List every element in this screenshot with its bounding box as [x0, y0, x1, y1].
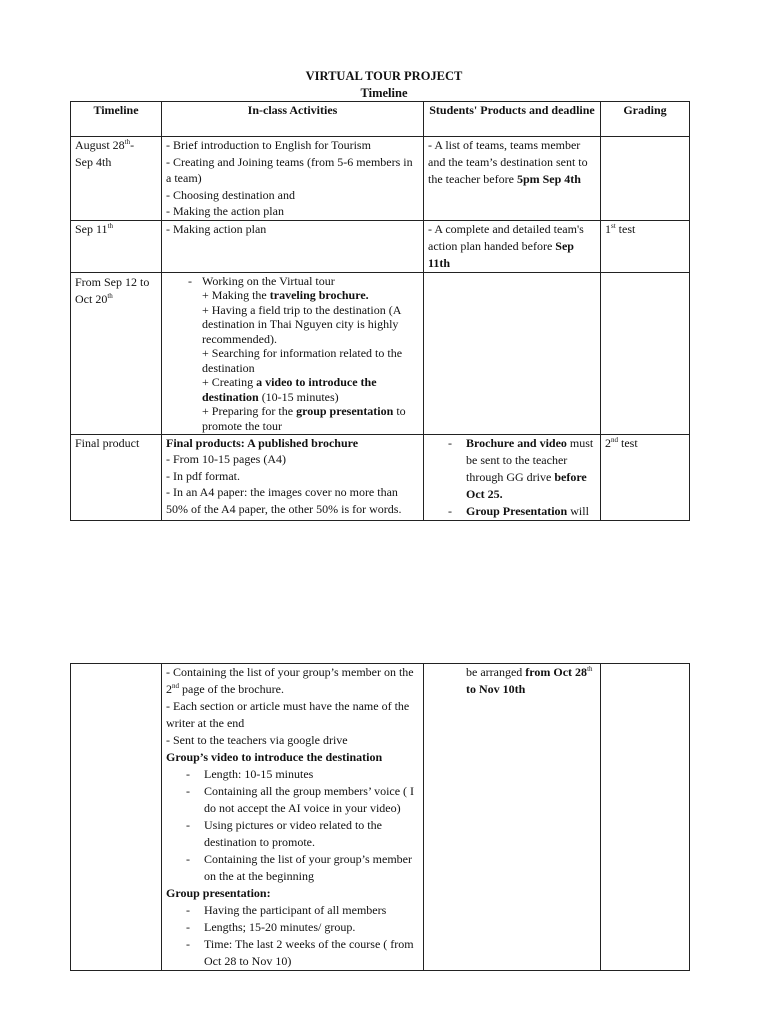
timeline-cell [71, 220, 162, 272]
activities-cell [162, 664, 424, 971]
product-deadline: 5pm Sep 4th [516, 172, 581, 186]
list-item [166, 817, 419, 851]
dash-bullet: - [186, 852, 190, 866]
ordinal-sup: th [107, 291, 113, 300]
document-title: VIRTUAL TOUR PROJECT [305, 69, 463, 83]
timeline-cell: Final product [71, 434, 162, 520]
timeline-cell [71, 137, 162, 221]
grading-cell [601, 434, 690, 520]
dash-bullet: - [186, 937, 190, 951]
dash-bullet: - [186, 920, 190, 934]
activity-line: - Creating and Joining teams (from 5-6 members in a team) [166, 154, 413, 185]
activity-line: - Making action plan [166, 221, 267, 236]
list-item-text: Having the participant of all members [204, 903, 387, 917]
grading-cell [601, 664, 690, 971]
activity-list-item [166, 274, 419, 434]
products-cell [424, 434, 601, 520]
video-heading: Group’s video to introduce the destination [166, 750, 383, 764]
products-cell [424, 664, 601, 971]
timeline-table-continued [70, 663, 690, 971]
activity-line: - Making the action plan [166, 204, 284, 218]
products-cell [424, 137, 601, 221]
ordinal-sup: th [124, 138, 131, 146]
list-item-text: Lengths; 15-20 minutes/ group. [204, 920, 356, 934]
activity-line: + Creating a video to introduce the destination (10-15 minutes) [202, 375, 377, 404]
header-timeline: Timeline [71, 102, 162, 137]
product-continued: be arranged from Oct 28th to Nov 10th [466, 665, 593, 696]
activity-line: - From 10-15 pages (A4) [166, 452, 286, 466]
dash-bullet: - [188, 273, 192, 288]
timeline-text: August 28 [75, 138, 125, 152]
dash-bullet: - [448, 503, 452, 518]
product-list-item: - Brochure and video must be sent to the teacher through GG drive before Oct 25. [448, 435, 594, 501]
list-item [166, 851, 419, 885]
timeline-table [70, 101, 690, 521]
product-text: - A list of teams, teams member and the team’s destination sent to the teacher before [428, 138, 588, 186]
list-item [166, 919, 419, 936]
ordinal-sup: nd [611, 435, 618, 444]
ordinal-sup: th [107, 221, 114, 230]
list-item [166, 936, 419, 970]
list-item [166, 902, 419, 919]
activity-line: - Each section or article must have the name of the writer at the end [166, 699, 410, 730]
activities-cell [162, 434, 424, 520]
grading-text: test [618, 435, 638, 450]
document-subtitle: Timeline [360, 86, 408, 100]
table-row [71, 272, 690, 434]
grading-cell [601, 137, 690, 221]
grading-text: 1 [605, 221, 611, 236]
activity-line: Working on the Virtual tour [202, 273, 335, 288]
activity-line: - Containing the list of your group’s member on the 2nd page of the brochure. [166, 665, 414, 696]
table-header-row [71, 102, 690, 137]
product-list-item: - Group Presentation will [448, 503, 589, 518]
header-activities: In-class Activities [162, 102, 424, 137]
dash-bullet: - [186, 767, 190, 781]
list-item [166, 766, 419, 783]
timeline-cell [71, 272, 162, 434]
grading-cell [601, 272, 690, 434]
activity-line: + Preparing for the group presentation to promote the tour [202, 404, 406, 433]
activities-cell [162, 220, 424, 272]
activity-line: + Making the traveling brochure. [202, 288, 369, 302]
list-item-text: Containing all the group members’ voice ( I do not accept the AI voice in your video) [204, 784, 415, 815]
timeline-dash: - [130, 138, 135, 152]
activity-line: - Choosing destination and [166, 187, 295, 202]
table-row [71, 220, 690, 272]
activities-cell [162, 137, 424, 221]
grading-cell [601, 220, 690, 272]
header-products: Students' Products and deadline [424, 102, 601, 137]
activity-line: + Searching for information related to the destination [202, 346, 403, 375]
activities-cell [162, 272, 424, 434]
table-row [71, 434, 690, 520]
dash-bullet: - [186, 903, 190, 917]
product-text: - A complete and detailed team's action plan handed before [428, 221, 584, 253]
products-cell [424, 272, 601, 434]
list-item-text: Time: The last 2 weeks of the course ( from Oct 28 to Nov 10) [204, 937, 414, 968]
dash-bullet: - [186, 784, 190, 798]
header-grading: Grading [601, 102, 690, 137]
timeline-cell [71, 664, 162, 971]
table-row [71, 137, 690, 221]
timeline-text: From Sep 12 to Oct 20 [75, 274, 150, 306]
timeline-text: Sep 4th [75, 155, 112, 169]
dash-bullet: - [448, 435, 452, 450]
timeline-text: Sep 11 [75, 221, 108, 236]
product-deadline: Sep 11th [428, 238, 574, 270]
table-row [71, 664, 690, 971]
list-item-text: Length: 10-15 minutes [204, 767, 314, 781]
activity-line: - In an A4 paper: the images cover no more than 50% of the A4 paper, the other 50% is for words. [166, 485, 402, 516]
activity-line: + Having a field trip to the destination (A destination in Thai Nguyen city is highly recommended). [202, 302, 401, 346]
activity-line: - Brief introduction to English for Tourism [166, 138, 371, 152]
final-products-heading: Final products: A published brochure [166, 435, 359, 450]
list-item-text: Using pictures or video related to the destination to promote. [204, 818, 382, 849]
grading-text: 2 [605, 435, 611, 450]
activity-line: - In pdf format. [166, 468, 240, 483]
products-cell [424, 220, 601, 272]
dash-bullet: - [186, 818, 190, 832]
activity-line: - Sent to the teachers via google drive [166, 733, 348, 747]
list-item [166, 783, 419, 817]
presentation-heading: Group presentation: [166, 886, 271, 900]
ordinal-sup: st [611, 221, 616, 230]
list-item-text: Containing the list of your group’s member on the at the beginning [204, 852, 412, 883]
grading-text: test [615, 221, 636, 236]
